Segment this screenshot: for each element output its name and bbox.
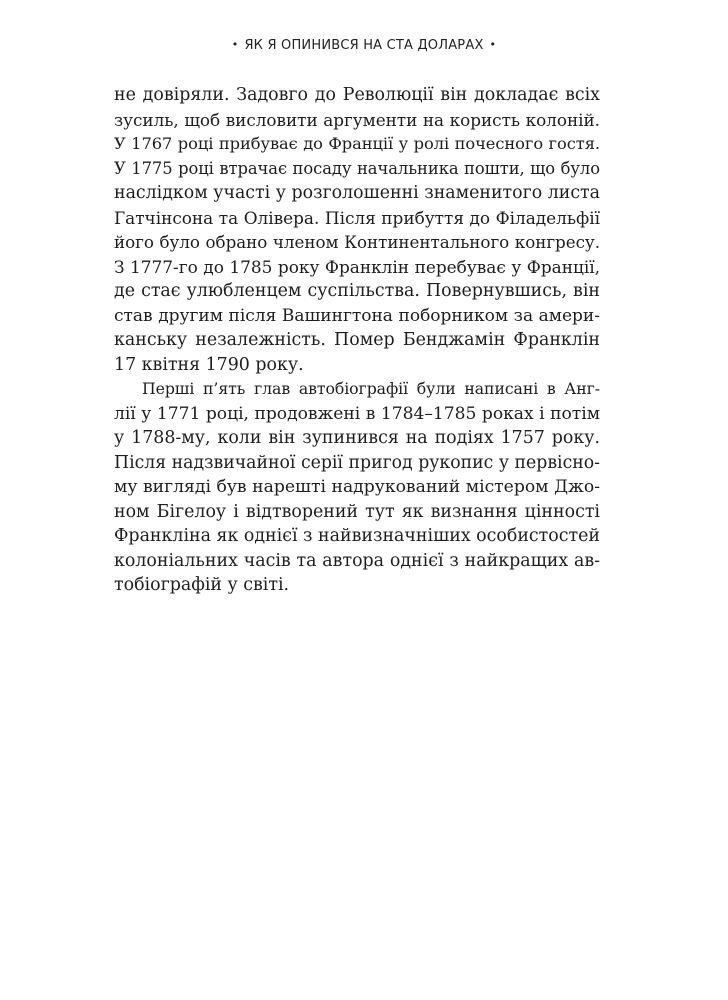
text-line: У 1775 році втрачає посаду начальника пошти, що було <box>114 158 600 178</box>
text-line: колоніальних часів та автора однієї з найкращих ав- <box>114 550 600 571</box>
header-bullet-left: • <box>231 38 239 51</box>
text-line: його було обрано членом Континентального конгресу. <box>114 232 600 252</box>
text-line: наслідком участі у розголошенні знаменитого листа <box>114 183 600 203</box>
text-line: ном Бігелоу і відтворений тут як визнання цінності <box>114 501 600 522</box>
text-line: З 1777-го до 1785 року Франклін перебуває у Франції, <box>114 256 600 277</box>
text-line: у 1788-му, коли він зупинився на подіях 1757 року. <box>114 428 600 448</box>
text-line: Після надзвичайної серії пригод рукопис у первісно- <box>114 452 600 473</box>
paragraph-1 <box>114 83 600 377</box>
text-line: Перші п’ять глав автобіографії були написані в Анг- <box>142 379 600 398</box>
text-line: 17 квітня 1790 року. <box>114 354 304 375</box>
text-line: тобіографій у світі. <box>114 575 290 595</box>
text-line: став другим після Вашингтона поборником за амери- <box>114 305 600 326</box>
text-line: Франкліна як однієї з найвизначніших особистостей <box>114 526 600 546</box>
header-bullet-right: • <box>489 38 497 51</box>
body-text <box>114 83 600 598</box>
text-line: У 1767 році прибуває до Франції у ролі почесного гостя. <box>114 134 600 153</box>
text-line: зусиль, щоб висловити аргументи на користь колоній. <box>114 109 600 130</box>
running-title: ЯК Я ОПИНИВСЯ НА СТА ДОЛАРАХ <box>244 38 484 53</box>
text-line: не довіряли. Задовго до Революції він докладає всіх <box>114 85 600 105</box>
paragraph-2 <box>114 377 600 598</box>
running-header <box>0 38 728 53</box>
text-line: де стає улюбленцем суспільства. Повернувшись, він <box>114 281 600 301</box>
text-line: му вигляді був нарешті надрукований містером Джо- <box>114 477 600 497</box>
text-line: Гатчінсона та Олівера. Після прибуття до Філадельфії <box>114 207 600 228</box>
text-line: канську незалежність. Помер Бенджамін Франклін <box>114 330 600 350</box>
text-line: лії у 1771 році, продовжені в 1784–1785 роках і потім <box>114 403 600 424</box>
